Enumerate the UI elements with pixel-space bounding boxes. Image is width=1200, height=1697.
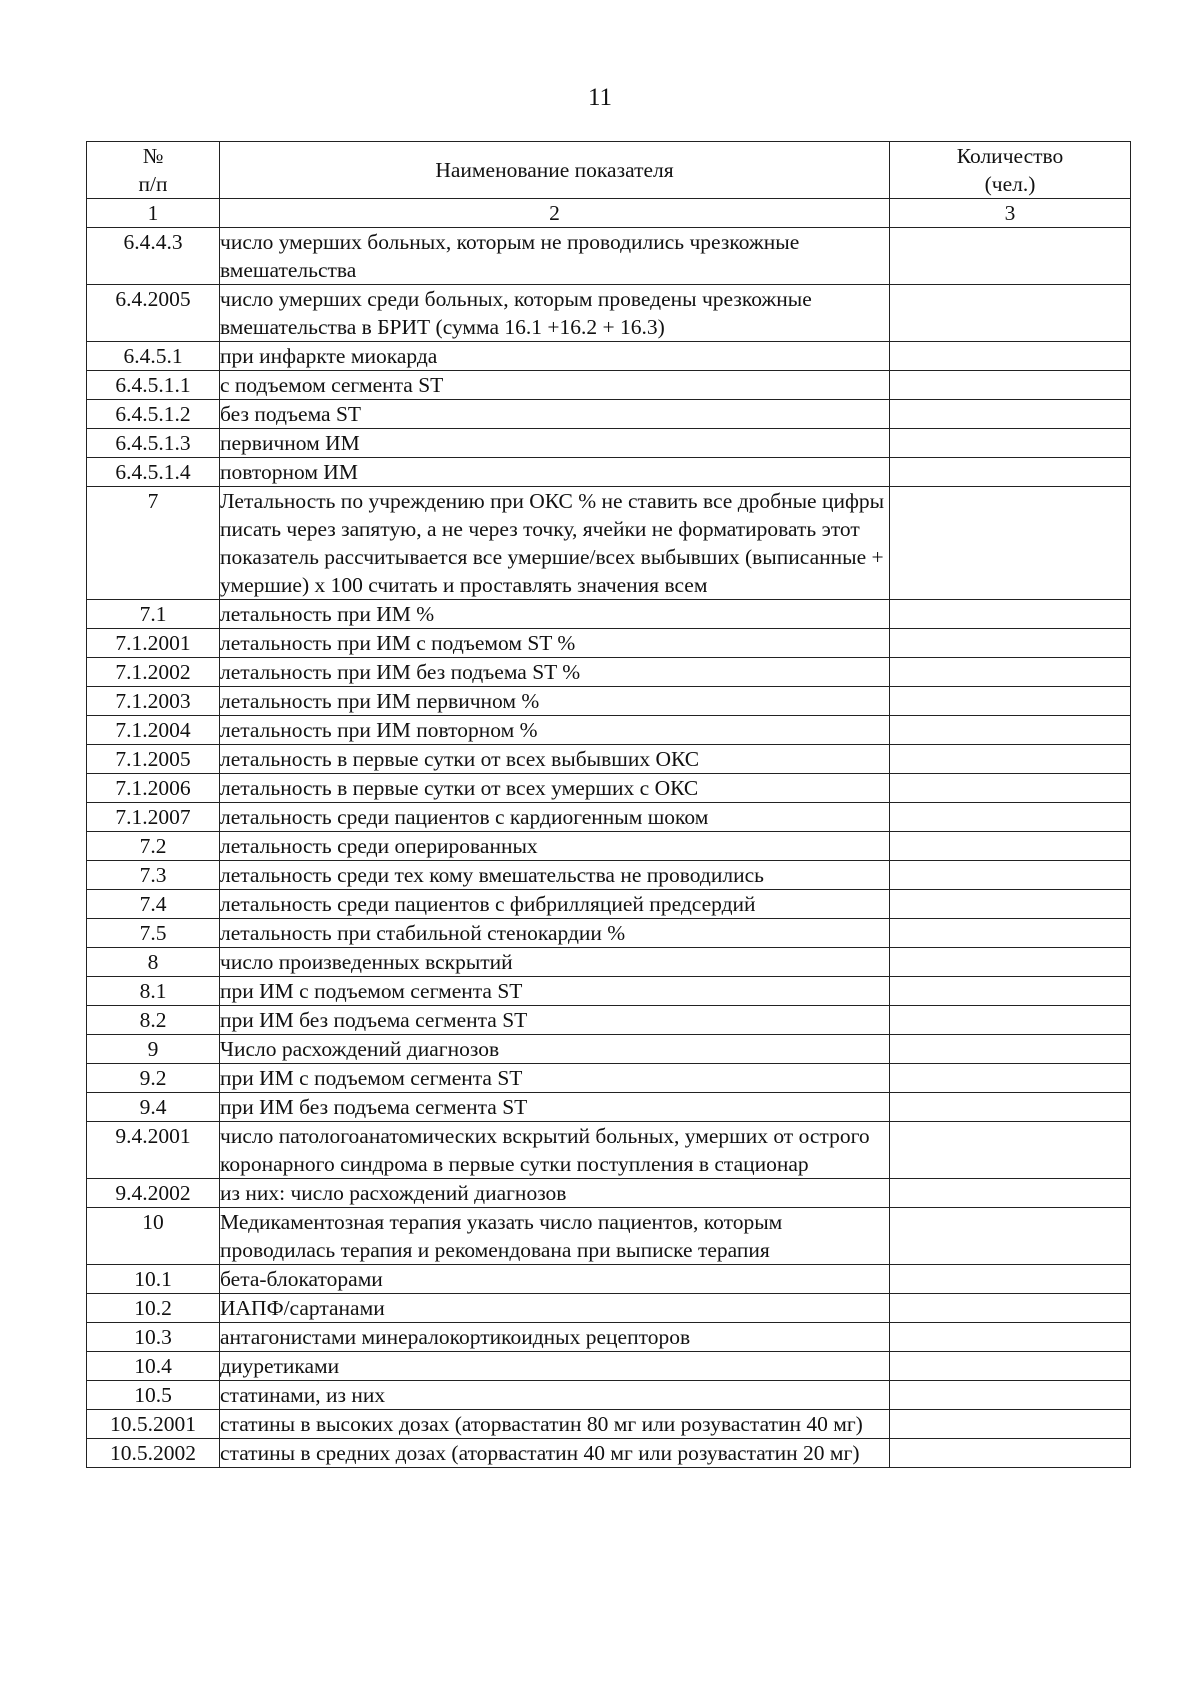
- row-indicator-name: статины в средних дозах (аторвастатин 40 мг или розувастатин 20 мг): [220, 1439, 890, 1468]
- table-row: [87, 890, 1131, 919]
- row-indicator-name: с подъемом сегмента ST: [220, 371, 890, 400]
- row-number: 7.1: [87, 600, 220, 629]
- row-quantity-cell[interactable]: [890, 228, 1131, 285]
- row-indicator-name: летальность среди тех кому вмешательства не проводились: [220, 861, 890, 890]
- row-quantity-cell[interactable]: [890, 1035, 1131, 1064]
- row-indicator-name: Летальность по учреждению при ОКС % не ставить все дробные цифры писать через запятую, а не через точку, ячейки не форматировать этот показатель рассчитывается все умершие/всех выбывших (выписанные + умершие) х 100 считать и проставлять значения всем: [220, 487, 890, 600]
- table-row: [87, 1265, 1131, 1294]
- column-index-row: [87, 199, 1131, 228]
- row-quantity-cell[interactable]: [890, 1122, 1131, 1179]
- row-indicator-name: диуретиками: [220, 1352, 890, 1381]
- row-number: 7.3: [87, 861, 220, 890]
- row-quantity-cell[interactable]: [890, 948, 1131, 977]
- row-indicator-name: летальность в первые сутки от всех умерших с ОКС: [220, 774, 890, 803]
- row-number: 6.4.4.3: [87, 228, 220, 285]
- table-row: [87, 1122, 1131, 1179]
- row-quantity-cell[interactable]: [890, 285, 1131, 342]
- row-number: 7.5: [87, 919, 220, 948]
- table-row: [87, 342, 1131, 371]
- row-indicator-name: без подъема ST: [220, 400, 890, 429]
- row-number: 7.1.2004: [87, 716, 220, 745]
- row-number: 8.1: [87, 977, 220, 1006]
- row-indicator-name: летальность среди оперированных: [220, 832, 890, 861]
- row-number: 8: [87, 948, 220, 977]
- row-indicator-name: статинами, из них: [220, 1381, 890, 1410]
- row-quantity-cell[interactable]: [890, 1381, 1131, 1410]
- row-quantity-cell[interactable]: [890, 1323, 1131, 1352]
- row-number: 10.2: [87, 1294, 220, 1323]
- row-indicator-name: число умерших среди больных, которым проведены чрезкожные вмешательства в БРИТ (сумма 16.1 +16.2 + 16.3): [220, 285, 890, 342]
- row-number: 6.4.5.1: [87, 342, 220, 371]
- table-row: [87, 371, 1131, 400]
- row-indicator-name: при ИМ с подъемом сегмента ST: [220, 977, 890, 1006]
- row-indicator-name: Медикаментозная терапия указать число пациентов, которым проводилась терапия и рекомендована при выписке терапия: [220, 1208, 890, 1265]
- row-quantity-cell[interactable]: [890, 977, 1131, 1006]
- header-quantity: Количество (чел.): [890, 142, 1131, 199]
- column-index: 2: [220, 199, 890, 228]
- row-number: 7.1.2005: [87, 745, 220, 774]
- table-row: [87, 400, 1131, 429]
- row-number: 9.4: [87, 1093, 220, 1122]
- row-indicator-name: при ИМ без подъема сегмента ST: [220, 1093, 890, 1122]
- row-number: 10.5.2001: [87, 1410, 220, 1439]
- table-row: [87, 1323, 1131, 1352]
- row-number: 7: [87, 487, 220, 600]
- row-quantity-cell[interactable]: [890, 600, 1131, 629]
- table-row: [87, 658, 1131, 687]
- row-number: 8.2: [87, 1006, 220, 1035]
- row-number: 6.4.5.1.4: [87, 458, 220, 487]
- row-number: 6.4.5.1.1: [87, 371, 220, 400]
- row-quantity-cell[interactable]: [890, 890, 1131, 919]
- row-quantity-cell[interactable]: [890, 458, 1131, 487]
- row-indicator-name: число умерших больных, которым не проводились чрезкожные вмешательства: [220, 228, 890, 285]
- table-row: [87, 919, 1131, 948]
- row-quantity-cell[interactable]: [890, 774, 1131, 803]
- column-index: 1: [87, 199, 220, 228]
- row-number: 10.1: [87, 1265, 220, 1294]
- table-row: [87, 774, 1131, 803]
- row-indicator-name: летальность при ИМ повторном %: [220, 716, 890, 745]
- table-row: [87, 1093, 1131, 1122]
- row-number: 9.4.2001: [87, 1122, 220, 1179]
- row-indicator-name: при ИМ с подъемом сегмента ST: [220, 1064, 890, 1093]
- row-indicator-name: при инфаркте миокарда: [220, 342, 890, 371]
- row-indicator-name: летальность при стабильной стенокардии %: [220, 919, 890, 948]
- row-quantity-cell[interactable]: [890, 1179, 1131, 1208]
- table-row: [87, 1035, 1131, 1064]
- table-row: [87, 600, 1131, 629]
- table-row: [87, 629, 1131, 658]
- row-number: 10: [87, 1208, 220, 1265]
- row-number: 6.4.5.1.3: [87, 429, 220, 458]
- page-number: 11: [587, 84, 613, 111]
- table-row: [87, 285, 1131, 342]
- row-quantity-cell[interactable]: [890, 1006, 1131, 1035]
- table-row: [87, 803, 1131, 832]
- row-indicator-name: ИАПФ/сартанами: [220, 1294, 890, 1323]
- row-number: 7.1.2007: [87, 803, 220, 832]
- indicators-table: [86, 141, 1131, 1468]
- row-quantity-cell[interactable]: [890, 400, 1131, 429]
- row-quantity-cell[interactable]: [890, 745, 1131, 774]
- table-row: [87, 716, 1131, 745]
- table-header-row: [87, 142, 1131, 199]
- row-indicator-name: первичном ИМ: [220, 429, 890, 458]
- row-number: 6.4.5.1.2: [87, 400, 220, 429]
- row-number: 7.1.2001: [87, 629, 220, 658]
- row-indicator-name: повторном ИМ: [220, 458, 890, 487]
- table-row: [87, 458, 1131, 487]
- row-number: 10.5: [87, 1381, 220, 1410]
- row-number: 10.4: [87, 1352, 220, 1381]
- table-row: [87, 429, 1131, 458]
- row-quantity-cell[interactable]: [890, 832, 1131, 861]
- row-quantity-cell[interactable]: [890, 1294, 1131, 1323]
- column-index: 3: [890, 199, 1131, 228]
- row-quantity-cell[interactable]: [890, 487, 1131, 600]
- row-indicator-name: летальность среди пациентов с фибрилляцией предсердий: [220, 890, 890, 919]
- row-quantity-cell[interactable]: [890, 687, 1131, 716]
- row-quantity-cell[interactable]: [890, 371, 1131, 400]
- table-row: [87, 1064, 1131, 1093]
- table-row: [87, 1410, 1131, 1439]
- row-quantity-cell[interactable]: [890, 861, 1131, 890]
- row-quantity-cell[interactable]: [890, 1064, 1131, 1093]
- table-row: [87, 977, 1131, 1006]
- row-quantity-cell[interactable]: [890, 803, 1131, 832]
- row-quantity-cell[interactable]: [890, 919, 1131, 948]
- row-indicator-name: летальность при ИМ первичном %: [220, 687, 890, 716]
- row-number: 7.1.2002: [87, 658, 220, 687]
- row-quantity-cell[interactable]: [890, 1352, 1131, 1381]
- row-quantity-cell[interactable]: [890, 1093, 1131, 1122]
- row-number: 7.1.2006: [87, 774, 220, 803]
- row-indicator-name: число патологоанатомических вскрытий больных, умерших от острого коронарного синдрома в первые сутки поступления в стационар: [220, 1122, 890, 1179]
- table-row: [87, 1352, 1131, 1381]
- table-row: [87, 745, 1131, 774]
- row-indicator-name: бета-блокаторами: [220, 1265, 890, 1294]
- table-row: [87, 1208, 1131, 1265]
- table-row: [87, 1179, 1131, 1208]
- table-row: [87, 228, 1131, 285]
- row-quantity-cell[interactable]: [890, 658, 1131, 687]
- row-indicator-name: летальность в первые сутки от всех выбывших ОКС: [220, 745, 890, 774]
- row-indicator-name: летальность при ИМ без подъема ST %: [220, 658, 890, 687]
- row-indicator-name: антагонистами минералокортикоидных рецепторов: [220, 1323, 890, 1352]
- table-row: [87, 861, 1131, 890]
- row-quantity-cell[interactable]: [890, 1265, 1131, 1294]
- row-indicator-name: Число расхождений диагнозов: [220, 1035, 890, 1064]
- row-quantity-cell[interactable]: [890, 629, 1131, 658]
- table-body: [87, 228, 1131, 1468]
- header-number: № п/п: [87, 142, 220, 199]
- row-number: 9.2: [87, 1064, 220, 1093]
- table-row: [87, 487, 1131, 600]
- row-number: 7.1.2003: [87, 687, 220, 716]
- row-indicator-name: летальность при ИМ с подъемом ST %: [220, 629, 890, 658]
- table-row: [87, 1439, 1131, 1468]
- row-number: 7.2: [87, 832, 220, 861]
- row-indicator-name: при ИМ без подъема сегмента ST: [220, 1006, 890, 1035]
- row-indicator-name: статины в высоких дозах (аторвастатин 80 мг или розувастатин 40 мг): [220, 1410, 890, 1439]
- row-number: 10.3: [87, 1323, 220, 1352]
- row-number: 9: [87, 1035, 220, 1064]
- row-indicator-name: летальность среди пациентов с кардиогенным шоком: [220, 803, 890, 832]
- table-row: [87, 687, 1131, 716]
- row-number: 7.4: [87, 890, 220, 919]
- row-indicator-name: из них: число расхождений диагнозов: [220, 1179, 890, 1208]
- row-quantity-cell[interactable]: [890, 1208, 1131, 1265]
- table-row: [87, 832, 1131, 861]
- row-quantity-cell[interactable]: [890, 716, 1131, 745]
- row-number: 9.4.2002: [87, 1179, 220, 1208]
- header-indicator-name: Наименование показателя: [220, 142, 890, 199]
- table-row: [87, 1294, 1131, 1323]
- table-row: [87, 1381, 1131, 1410]
- row-quantity-cell[interactable]: [890, 429, 1131, 458]
- row-quantity-cell[interactable]: [890, 1410, 1131, 1439]
- row-indicator-name: летальность при ИМ %: [220, 600, 890, 629]
- row-number: 10.5.2002: [87, 1439, 220, 1468]
- row-number: 6.4.2005: [87, 285, 220, 342]
- row-indicator-name: число произведенных вскрытий: [220, 948, 890, 977]
- table-row: [87, 1006, 1131, 1035]
- row-quantity-cell[interactable]: [890, 1439, 1131, 1468]
- table-row: [87, 948, 1131, 977]
- row-quantity-cell[interactable]: [890, 342, 1131, 371]
